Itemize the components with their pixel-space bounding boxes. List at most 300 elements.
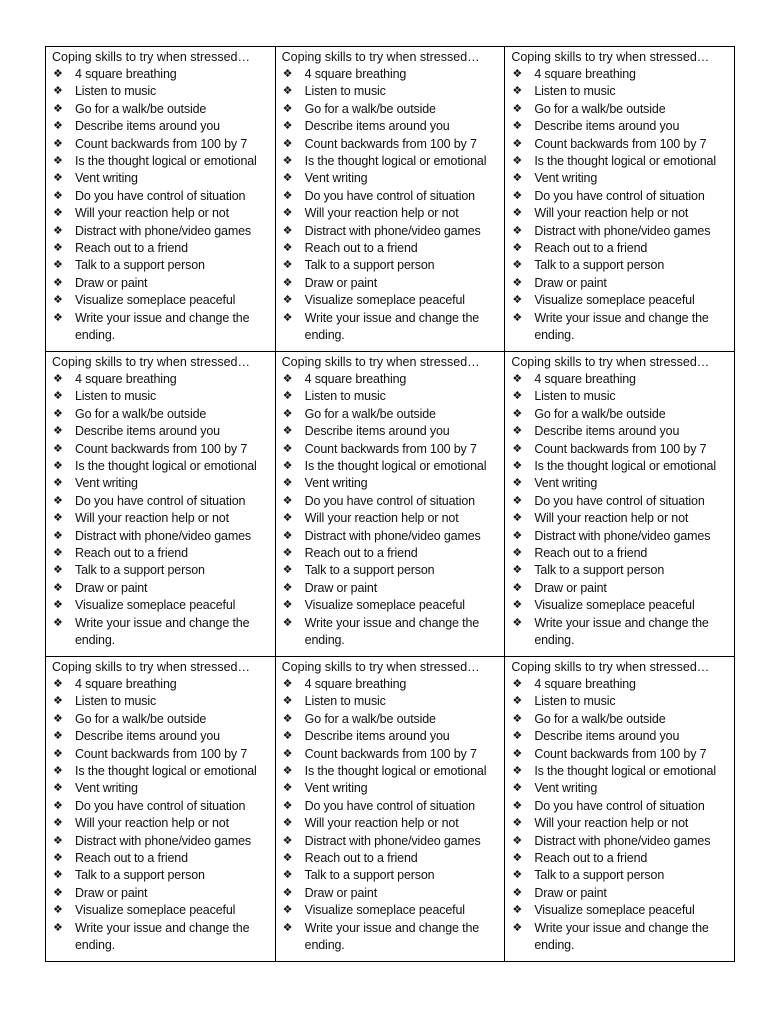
list-item [511, 597, 734, 614]
four-diamond-bullet-icon: ❖ [512, 276, 523, 289]
list-item [282, 83, 505, 100]
list-item [511, 83, 734, 100]
list-item [282, 746, 505, 763]
four-diamond-bullet-icon: ❖ [512, 581, 523, 594]
list-item-text: Talk to a support person [75, 258, 205, 273]
four-diamond-bullet-icon: ❖ [512, 477, 523, 490]
list-item-text: Do you have control of situation [304, 798, 475, 813]
list-item-text: Describe items around you [534, 729, 680, 744]
list-item [52, 292, 275, 309]
list-item-text: Go for a walk/be outside [75, 101, 207, 116]
list-item [511, 371, 734, 388]
list-item-text: Describe items around you [304, 729, 450, 744]
four-diamond-bullet-icon: ❖ [512, 904, 523, 917]
four-diamond-bullet-icon: ❖ [512, 390, 523, 403]
list-item [511, 545, 734, 562]
list-item-text: Distract with phone/video games [534, 833, 711, 848]
card-title: Coping skills to try when stressed… [511, 50, 710, 64]
list-item-text: Do you have control of situation [304, 493, 475, 508]
list-item [282, 510, 505, 527]
list-item-text: Will your reaction help or not [304, 206, 459, 221]
card-row [46, 47, 735, 352]
list-item [52, 458, 275, 475]
list-item-text: Listen to music [75, 694, 157, 709]
list-item-text: Do you have control of situation [75, 493, 246, 508]
list-item-text: Will your reaction help or not [75, 511, 229, 526]
four-diamond-bullet-icon: ❖ [53, 529, 63, 542]
four-diamond-bullet-icon: ❖ [282, 224, 293, 237]
list-item [52, 615, 275, 650]
list-item [511, 406, 734, 423]
card-title: Coping skills to try when stressed… [281, 50, 480, 64]
list-item-text: Count backwards from 100 by 7 [534, 136, 707, 151]
list-item-text: Listen to music [534, 84, 616, 99]
coping-card [46, 352, 276, 657]
four-diamond-bullet-icon: ❖ [282, 921, 293, 934]
list-item [511, 188, 734, 205]
list-item-text: Draw or paint [75, 885, 148, 900]
four-diamond-bullet-icon: ❖ [53, 834, 63, 847]
list-item [511, 850, 734, 867]
list-item-text: Write your issue and change the ending. [75, 615, 250, 648]
list-item [511, 257, 734, 274]
list-item-text: Will your reaction help or not [534, 816, 689, 831]
list-item [282, 615, 505, 650]
four-diamond-bullet-icon: ❖ [53, 373, 63, 385]
list-item-text: Draw or paint [534, 885, 607, 900]
list-item [52, 780, 275, 797]
list-item [282, 458, 505, 475]
four-diamond-bullet-icon: ❖ [53, 904, 63, 917]
list-item-text: Will your reaction help or not [304, 511, 459, 526]
list-item [52, 223, 275, 240]
list-item [52, 510, 275, 527]
four-diamond-bullet-icon: ❖ [282, 407, 293, 420]
four-diamond-bullet-icon: ❖ [282, 886, 293, 899]
list-item [52, 885, 275, 902]
list-item-text: Talk to a support person [75, 563, 205, 578]
coping-skills-list [511, 371, 734, 650]
list-item [511, 475, 734, 492]
list-item-text: 4 square breathing [534, 677, 636, 691]
list-item [511, 118, 734, 135]
list-item-text: Count backwards from 100 by 7 [75, 441, 248, 456]
list-item [52, 170, 275, 187]
four-diamond-bullet-icon: ❖ [282, 852, 293, 865]
list-item-text: Talk to a support person [75, 868, 205, 883]
list-item [282, 493, 505, 510]
list-item-text: Vent writing [534, 171, 598, 186]
list-item [282, 136, 505, 153]
list-item [282, 371, 505, 388]
list-item-text: Write your issue and change the ending. [534, 615, 709, 648]
coping-skills-list [52, 371, 275, 650]
four-diamond-bullet-icon: ❖ [282, 581, 293, 594]
four-diamond-bullet-icon: ❖ [512, 189, 523, 202]
coping-card [505, 657, 735, 962]
list-item [282, 867, 505, 884]
four-diamond-bullet-icon: ❖ [512, 695, 523, 708]
list-item [52, 815, 275, 832]
list-item-text: Describe items around you [75, 424, 220, 439]
list-item [282, 257, 505, 274]
four-diamond-bullet-icon: ❖ [512, 834, 523, 847]
list-item-text: Write your issue and change the ending. [75, 310, 250, 343]
list-item-text: Go for a walk/be outside [534, 101, 666, 116]
list-item-text: Talk to a support person [304, 258, 435, 273]
list-item [282, 597, 505, 614]
list-item [282, 711, 505, 728]
four-diamond-bullet-icon: ❖ [53, 869, 63, 882]
list-item [282, 101, 505, 118]
four-diamond-bullet-icon: ❖ [53, 294, 63, 307]
four-diamond-bullet-icon: ❖ [512, 460, 523, 473]
coping-skills-list [511, 66, 734, 345]
four-diamond-bullet-icon: ❖ [53, 155, 63, 168]
list-item-text: Visualize someplace peaceful [75, 598, 236, 613]
four-diamond-bullet-icon: ❖ [512, 852, 523, 865]
four-diamond-bullet-icon: ❖ [53, 817, 63, 830]
list-item [511, 528, 734, 545]
four-diamond-bullet-icon: ❖ [53, 311, 63, 324]
list-item [282, 188, 505, 205]
list-item [511, 562, 734, 579]
list-item-text: Reach out to a friend [534, 546, 648, 561]
list-item-text: Is the thought logical or emotional [75, 154, 257, 169]
four-diamond-bullet-icon: ❖ [282, 799, 293, 812]
list-item [511, 676, 734, 693]
four-diamond-bullet-icon: ❖ [512, 564, 523, 577]
list-item [511, 615, 734, 650]
list-item [52, 833, 275, 850]
four-diamond-bullet-icon: ❖ [282, 695, 293, 708]
card-title: Coping skills to try when stressed… [52, 50, 250, 64]
list-item [52, 153, 275, 170]
four-diamond-bullet-icon: ❖ [282, 904, 293, 917]
four-diamond-bullet-icon: ❖ [53, 242, 63, 255]
list-item-text: Vent writing [75, 781, 138, 796]
list-item-text: Draw or paint [534, 580, 607, 595]
four-diamond-bullet-icon: ❖ [282, 564, 293, 577]
list-item [511, 223, 734, 240]
coping-card [505, 352, 735, 657]
list-item-text: 4 square breathing [304, 372, 407, 386]
list-item [282, 728, 505, 745]
list-item [52, 66, 275, 83]
list-item-text: Is the thought logical or emotional [534, 764, 716, 779]
list-item-text: Will your reaction help or not [534, 511, 689, 526]
four-diamond-bullet-icon: ❖ [53, 712, 63, 725]
four-diamond-bullet-icon: ❖ [53, 407, 63, 420]
list-item-text: Do you have control of situation [534, 798, 705, 813]
list-item [511, 746, 734, 763]
coping-card [46, 657, 276, 962]
list-item [52, 728, 275, 745]
list-item [52, 763, 275, 780]
list-item-text: Reach out to a friend [304, 546, 418, 561]
list-item [511, 780, 734, 797]
list-item [282, 205, 505, 222]
four-diamond-bullet-icon: ❖ [282, 155, 293, 168]
four-diamond-bullet-icon: ❖ [282, 85, 293, 98]
list-item-text: Count backwards from 100 by 7 [304, 136, 477, 151]
four-diamond-bullet-icon: ❖ [512, 765, 523, 778]
list-item-text: Listen to music [534, 694, 616, 709]
list-item-text: Reach out to a friend [75, 851, 188, 866]
list-item-text: Write your issue and change the ending. [304, 310, 480, 343]
list-item-text: Distract with phone/video games [75, 833, 251, 848]
list-item [52, 711, 275, 728]
list-item-text: Visualize someplace peaceful [304, 598, 465, 613]
four-diamond-bullet-icon: ❖ [282, 512, 293, 525]
list-item-text: 4 square breathing [75, 372, 177, 386]
list-item-text: Write your issue and change the ending. [75, 920, 250, 953]
list-item [282, 240, 505, 257]
coping-card [505, 47, 735, 352]
list-item-text: Will your reaction help or not [75, 206, 229, 221]
four-diamond-bullet-icon: ❖ [53, 460, 63, 473]
list-item-text: Go for a walk/be outside [304, 406, 436, 421]
list-item-text: Write your issue and change the ending. [534, 310, 709, 343]
list-item [282, 562, 505, 579]
four-diamond-bullet-icon: ❖ [53, 390, 63, 403]
list-item-text: Vent writing [304, 781, 368, 796]
list-item-text: Count backwards from 100 by 7 [534, 441, 707, 456]
four-diamond-bullet-icon: ❖ [53, 765, 63, 778]
four-diamond-bullet-icon: ❖ [282, 599, 293, 612]
list-item-text: Is the thought logical or emotional [304, 154, 487, 169]
list-item [282, 441, 505, 458]
list-item [511, 728, 734, 745]
list-item-text: Draw or paint [304, 580, 378, 595]
list-item [52, 580, 275, 597]
list-item [282, 676, 505, 693]
list-item [52, 493, 275, 510]
card-title: Coping skills to try when stressed… [281, 355, 480, 369]
list-item-text: Write your issue and change the ending. [304, 920, 480, 953]
list-item-text: Listen to music [534, 389, 616, 404]
list-item [282, 815, 505, 832]
four-diamond-bullet-icon: ❖ [53, 259, 63, 272]
list-item-text: Distract with phone/video games [534, 223, 711, 238]
list-item [511, 170, 734, 187]
list-item [511, 798, 734, 815]
list-item [511, 493, 734, 510]
coping-skills-list [282, 66, 505, 345]
list-item-text: Is the thought logical or emotional [534, 459, 716, 474]
list-item [511, 153, 734, 170]
four-diamond-bullet-icon: ❖ [282, 207, 293, 220]
four-diamond-bullet-icon: ❖ [282, 189, 293, 202]
list-item [52, 850, 275, 867]
list-item [52, 205, 275, 222]
coping-card [275, 657, 505, 962]
four-diamond-bullet-icon: ❖ [282, 765, 293, 778]
four-diamond-bullet-icon: ❖ [53, 85, 63, 98]
card-row [46, 352, 735, 657]
card-title: Coping skills to try when stressed… [281, 660, 480, 674]
four-diamond-bullet-icon: ❖ [53, 852, 63, 865]
list-item-text: Write your issue and change the ending. [304, 615, 480, 648]
list-item [511, 458, 734, 475]
list-item [511, 310, 734, 345]
list-item-text: Reach out to a friend [534, 851, 648, 866]
list-item [52, 388, 275, 405]
list-item-text: Distract with phone/video games [75, 528, 251, 543]
list-item [52, 562, 275, 579]
list-item-text: Visualize someplace peaceful [534, 903, 695, 918]
list-item-text: Count backwards from 100 by 7 [534, 746, 707, 761]
list-item [52, 101, 275, 118]
list-item [511, 423, 734, 440]
four-diamond-bullet-icon: ❖ [282, 817, 293, 830]
four-diamond-bullet-icon: ❖ [512, 120, 523, 133]
four-diamond-bullet-icon: ❖ [512, 155, 523, 168]
list-item [511, 101, 734, 118]
list-item-text: Describe items around you [534, 119, 680, 134]
list-item [511, 867, 734, 884]
list-item-text: Write your issue and change the ending. [534, 920, 709, 953]
four-diamond-bullet-icon: ❖ [512, 678, 523, 690]
list-item [511, 388, 734, 405]
four-diamond-bullet-icon: ❖ [282, 529, 293, 542]
list-item-text: Visualize someplace peaceful [534, 598, 695, 613]
four-diamond-bullet-icon: ❖ [512, 599, 523, 612]
list-item [52, 240, 275, 257]
coping-skills-list [52, 676, 275, 955]
list-item-text: Talk to a support person [534, 258, 665, 273]
card-title: Coping skills to try when stressed… [52, 660, 250, 674]
four-diamond-bullet-icon: ❖ [53, 425, 63, 438]
list-item-text: Distract with phone/video games [304, 528, 481, 543]
four-diamond-bullet-icon: ❖ [282, 390, 293, 403]
list-item-text: Describe items around you [534, 424, 680, 439]
list-item [282, 423, 505, 440]
four-diamond-bullet-icon: ❖ [53, 442, 63, 455]
four-diamond-bullet-icon: ❖ [53, 102, 63, 115]
four-diamond-bullet-icon: ❖ [53, 921, 63, 934]
list-item-text: Do you have control of situation [75, 798, 246, 813]
list-item-text: Describe items around you [304, 424, 450, 439]
four-diamond-bullet-icon: ❖ [282, 747, 293, 760]
list-item-text: Do you have control of situation [304, 188, 475, 203]
list-item [52, 118, 275, 135]
list-item [52, 902, 275, 919]
four-diamond-bullet-icon: ❖ [512, 782, 523, 795]
four-diamond-bullet-icon: ❖ [53, 886, 63, 899]
four-diamond-bullet-icon: ❖ [53, 747, 63, 760]
four-diamond-bullet-icon: ❖ [512, 207, 523, 220]
list-item-text: Describe items around you [304, 119, 450, 134]
four-diamond-bullet-icon: ❖ [282, 678, 293, 690]
four-diamond-bullet-icon: ❖ [512, 294, 523, 307]
list-item [282, 780, 505, 797]
list-item [511, 66, 734, 83]
list-item-text: Go for a walk/be outside [534, 406, 666, 421]
list-item-text: Reach out to a friend [75, 546, 188, 561]
four-diamond-bullet-icon: ❖ [512, 224, 523, 237]
list-item-text: Vent writing [75, 171, 138, 186]
list-item [511, 580, 734, 597]
four-diamond-bullet-icon: ❖ [53, 512, 63, 525]
list-item-text: Listen to music [304, 694, 386, 709]
list-item-text: Draw or paint [534, 275, 607, 290]
list-item-text: Visualize someplace peaceful [304, 903, 465, 918]
list-item-text: Go for a walk/be outside [75, 406, 207, 421]
list-item [282, 118, 505, 135]
list-item-text: Go for a walk/be outside [75, 711, 207, 726]
card-title: Coping skills to try when stressed… [511, 355, 710, 369]
list-item [282, 920, 505, 955]
list-item [511, 763, 734, 780]
list-item [282, 406, 505, 423]
four-diamond-bullet-icon: ❖ [282, 616, 293, 629]
four-diamond-bullet-icon: ❖ [512, 259, 523, 272]
coping-skills-list [52, 66, 275, 345]
list-item-text: Is the thought logical or emotional [75, 764, 257, 779]
four-diamond-bullet-icon: ❖ [512, 547, 523, 560]
four-diamond-bullet-icon: ❖ [512, 102, 523, 115]
four-diamond-bullet-icon: ❖ [53, 276, 63, 289]
list-item-text: Distract with phone/video games [304, 833, 481, 848]
list-item [511, 292, 734, 309]
four-diamond-bullet-icon: ❖ [282, 460, 293, 473]
list-item [52, 746, 275, 763]
list-item [52, 867, 275, 884]
list-item [52, 136, 275, 153]
four-diamond-bullet-icon: ❖ [512, 425, 523, 438]
list-item [511, 136, 734, 153]
four-diamond-bullet-icon: ❖ [53, 678, 63, 690]
list-item [282, 66, 505, 83]
list-item [282, 388, 505, 405]
four-diamond-bullet-icon: ❖ [53, 477, 63, 490]
list-item-text: 4 square breathing [304, 67, 407, 81]
list-item [282, 885, 505, 902]
list-item [511, 510, 734, 527]
four-diamond-bullet-icon: ❖ [282, 425, 293, 438]
four-diamond-bullet-icon: ❖ [282, 782, 293, 795]
four-diamond-bullet-icon: ❖ [53, 120, 63, 133]
list-item [282, 763, 505, 780]
list-item [511, 441, 734, 458]
list-item-text: Draw or paint [75, 580, 148, 595]
list-item [282, 275, 505, 292]
list-item [52, 528, 275, 545]
list-item [511, 920, 734, 955]
list-item-text: Talk to a support person [534, 563, 665, 578]
list-item-text: Count backwards from 100 by 7 [304, 441, 477, 456]
list-item-text: Vent writing [534, 781, 598, 796]
list-item [282, 902, 505, 919]
four-diamond-bullet-icon: ❖ [53, 695, 63, 708]
card-row [46, 657, 735, 962]
four-diamond-bullet-icon: ❖ [53, 616, 63, 629]
list-item [511, 815, 734, 832]
list-item [52, 441, 275, 458]
four-diamond-bullet-icon: ❖ [282, 259, 293, 272]
list-item-text: Will your reaction help or not [304, 816, 459, 831]
list-item-text: Visualize someplace peaceful [75, 293, 236, 308]
four-diamond-bullet-icon: ❖ [282, 276, 293, 289]
four-diamond-bullet-icon: ❖ [53, 207, 63, 220]
four-diamond-bullet-icon: ❖ [512, 747, 523, 760]
list-item-text: Go for a walk/be outside [534, 711, 666, 726]
list-item-text: Talk to a support person [304, 868, 435, 883]
four-diamond-bullet-icon: ❖ [512, 442, 523, 455]
list-item-text: Will your reaction help or not [534, 206, 689, 221]
list-item [511, 711, 734, 728]
